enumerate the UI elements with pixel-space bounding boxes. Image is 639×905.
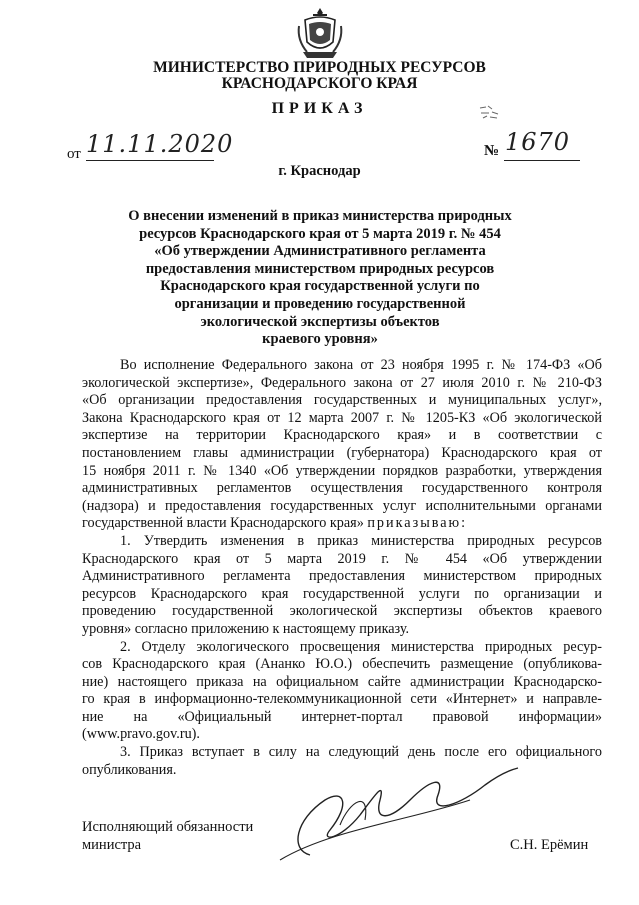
- signatory-role-line1: Исполняющий обязанности: [82, 819, 254, 835]
- ministry-name-line1: МИНИСТЕРСТВО ПРИРОДНЫХ РЕСУРСОВ: [153, 59, 486, 76]
- subject-line: предоставления министерством природных ресурсов: [145, 260, 495, 277]
- item-line: сов Краснодарского края (Ананко Ю.О.) обеспечить размещение (опубликова-: [82, 656, 602, 673]
- ministry-name-line2: КРАСНОДАРСКОГО КРАЯ: [221, 75, 418, 92]
- number-label: №: [484, 143, 500, 159]
- number-underline: [504, 160, 580, 161]
- subject-line: О внесении изменений в приказ министерства природных: [128, 208, 512, 224]
- subject-line: экологической экспертизы объектов: [200, 313, 440, 330]
- preamble-line: Во исполнение Федерального закона от 23 ноября 1995 г. № 174-ФЗ «Об: [120, 357, 602, 373]
- preamble-line: 15 ноября 2011 г. № 1340 «Об утверждении порядков разработки, утверждения: [82, 462, 602, 479]
- item-line: 1. Утвердить изменения в приказ министерства природных ресурсов: [120, 532, 602, 549]
- document-type: ПРИКАЗ: [271, 100, 368, 117]
- item-line: 2. Отделу экологического просвещения министерства природных ресур-: [120, 638, 602, 655]
- item-line: 3. Приказ вступает в силу на следующий день после его официального: [120, 744, 602, 761]
- item-line: ние) настоящего приказа на официальном сайте администрации Краснодарско-: [82, 673, 602, 690]
- signatory-role-line2: министра: [82, 837, 142, 853]
- date-label: от: [67, 146, 81, 162]
- item-line: опубликования.: [82, 761, 177, 778]
- order-subject: [110, 208, 530, 349]
- item-line: ние на «Официальный интернет-портал правовой информации»: [82, 708, 602, 725]
- subject-line: Краснодарского края государственной услуги по: [160, 278, 480, 295]
- item-line: проведению государственной экологической экспертизы объектов краевого: [82, 603, 602, 620]
- subject-line: организации и проведению государственной: [174, 295, 466, 312]
- handwritten-date: 11.11.2020: [86, 130, 234, 158]
- subject-line: ресурсов Краснодарского края от 5 марта 2019 г. № 454: [139, 225, 501, 242]
- signatory-role: [82, 818, 253, 854]
- preamble-line: экологической экспертизе», Федерального закона от 27 июля 2010 г. № 210-ФЗ: [82, 374, 602, 391]
- item-line: го края в информационно-телекоммуникационной сети «Интернет» и направле-: [82, 691, 602, 708]
- preamble-line: «Об организации предоставления государственных и муниципальных услуг»,: [82, 392, 602, 409]
- coat-of-arms-emblem: [295, 6, 345, 62]
- registration-stamp-mark: [478, 104, 502, 122]
- item-line: ресурсов Краснодарского края государственной услуги по организации и: [82, 585, 602, 602]
- preamble-line: [82, 515, 602, 533]
- handwritten-number: 1670: [505, 128, 571, 156]
- item-line: уровня» согласно приложению к настоящему приказу.: [82, 620, 410, 637]
- preamble-line: экспертизе на территории Краснодарского края» и в соответствии с: [82, 427, 602, 444]
- date-underline: [86, 160, 214, 161]
- signatory-name: С.Н. Ерёмин: [510, 837, 589, 853]
- handwritten-signature: [270, 760, 530, 870]
- item-line: Административного регламента предоставления министерством природных: [82, 568, 602, 585]
- item-line: (www.pravo.gov.ru).: [82, 726, 200, 743]
- order-body: [82, 357, 602, 779]
- subject-line: «Об утверждении Административного регламента: [154, 243, 486, 260]
- subject-line: краевого уровня»: [262, 331, 378, 348]
- preamble-line: административных регламентов осуществления государственного контроля: [82, 480, 602, 497]
- preamble-line: постановлением главы администрации (губернатора) Краснодарского края от: [82, 444, 602, 461]
- preamble-line: (надзора) и предоставления государственных услуг исполнительными органами: [82, 497, 602, 514]
- preamble-end: государственной власти Краснодарского края»: [82, 515, 364, 532]
- city: г. Краснодар: [278, 163, 361, 179]
- item-line: Краснодарского края от 5 марта 2019 г. № 454 «Об утверждении: [82, 550, 602, 567]
- order-word: приказываю:: [367, 515, 468, 532]
- preamble-line: Закона Краснодарского края от 12 марта 2007 г. № 1205-КЗ «Об экологической: [82, 409, 602, 426]
